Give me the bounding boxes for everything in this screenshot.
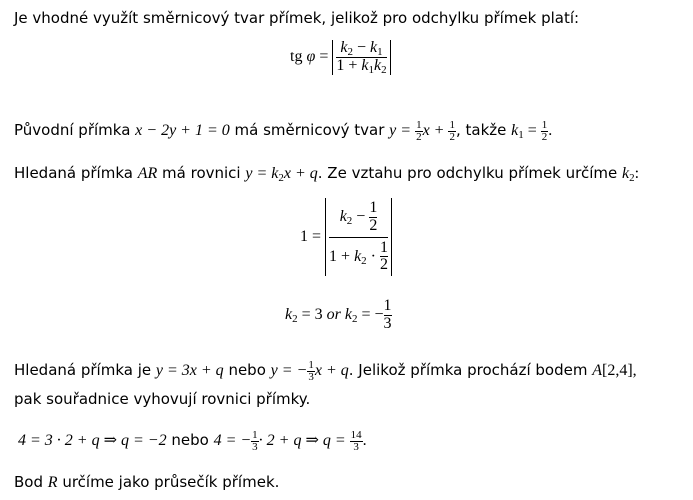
formula-angle <box>290 40 391 75</box>
formula-fraction <box>336 40 386 75</box>
q-computation: 4 = 3 · 2 + q ⇒ q = −2 nebo 4 = − $\frac{1}{3}$ · 2 + q ⇒ q = $\frac{14}{3}$ . <box>18 429 367 453</box>
formula2-fraction: $k_2$ − $\frac{1}{2}$ $1 + k_2$ · $\frac{1}{2}$ <box>329 199 388 274</box>
k1-value: $\frac{1}{2}$ <box>541 119 548 143</box>
formula2-abs <box>325 198 392 276</box>
original-line-text: Původní přímka x − 2y + 1 = 0 má směrnicový tvar y = $\frac{1}{2}$ x + $\frac{1}{2}$ , takže $k_1$ = $\frac{1}{2}$ . <box>14 119 553 143</box>
formula-denominator: $1 + k_1k_2$ <box>336 56 387 76</box>
found-line-text: Hledaná přímka je y = 3x + q nebo y = − $\frac{1}{3}$ x + q. Jelikož přímka prochází bodem A[2,4], <box>14 359 637 383</box>
search-line-text: Hledaná přímka AR má rovnici $y = k_2x + q$. Ze vztahu pro odchylku přímek určíme $k_2$: <box>14 164 640 184</box>
formula-tg: tg <box>290 47 303 65</box>
formula-numerator: $k_2 - k_1$ <box>340 39 383 58</box>
original-equation: x − 2y + 1 = 0 <box>135 122 230 140</box>
formula-abs <box>332 40 390 75</box>
half-fraction-2: $\frac{1}{2}$ <box>449 119 455 143</box>
intersection-text: Bod R určíme jako průsečík přímek. <box>14 473 280 491</box>
formula-phi: φ <box>306 47 316 65</box>
coordinates-text: pak souřadnice vyhovují rovnici přímky. <box>14 390 311 408</box>
formula-eq: = <box>319 47 329 65</box>
formula-solutions: $k_2 = 3$ or $k_2$ = − $\frac{1}{3}$ <box>285 297 392 332</box>
formula-substituted: 1 = $k_2$ − $\frac{1}{2}$ $1 + k_2$ · $\frac{1}{2}$ <box>300 198 392 276</box>
half-fraction: $\frac{1}{2}$ <box>416 119 422 143</box>
intro-text: Je vhodné využít směrnicový tvar přímek, jelikož pro odchylku přímek platí: <box>14 9 580 27</box>
